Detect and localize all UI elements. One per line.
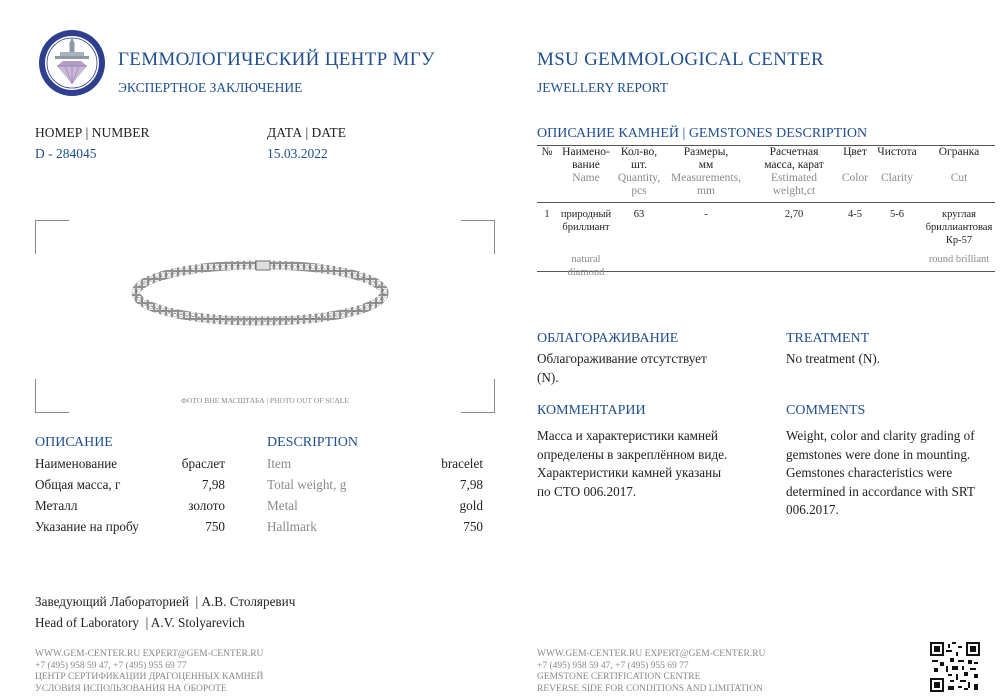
desc-value-ru: браслет [181,456,225,471]
comments-title-en: COMMENTS [786,403,866,418]
treatment-text-en: No treatment (N). [786,351,881,366]
description-title-en: DESCRIPTION [267,435,359,450]
desc-label-en: Metal [267,498,298,513]
desc-label-ru: Общая масса, г [35,477,121,492]
col-header: Цвет [843,146,867,158]
gem-cell: 63 [633,209,645,220]
gem-cell: 1 [544,209,550,220]
footer-left: WWW.GEM-CENTER.RU EXPERT@GEM-CENTER.RU +7 (495) 958 59 47, +7 (495) 955 69 77 ЦЕНТР СЕРТИФИКАЦИИ ДРАГОЦЕННЫХ КАМНЕЙ УСЛОВИЯ ИСПОЛЬЗОВАНИЯ НА ОБОРОТЕ [35,649,264,694]
desc-label-en: Total weight, g [267,477,347,492]
signature-ru: Заведующий Лабораторией | А.В. Столяревич [35,594,296,609]
gemstones-title: ОПИСАНИЕ КАМНЕЙ | GEMSTONES DESCRIPTION [537,126,868,141]
gem-row-en [537,247,995,279]
gem-header-en [537,172,995,198]
description-title-ru: ОПИСАНИЕ [35,435,113,450]
gemstones-table [537,146,995,279]
desc-value-ru: 750 [205,519,225,534]
comments-text-ru: Масса и характеристики камней определены в закреплённом виде. Характеристики камней указаны по СТО 006.2017. [537,428,728,499]
msu-logo-seal [37,28,107,98]
signature-en: Head of Laboratory | A.V. Stolyarevich [35,615,245,630]
comments-title-ru: КОММЕНТАРИИ [537,403,646,418]
gem-cell: круглая бриллиантовая Кр-57 [925,209,993,246]
col-header-en: Estimated weight,ct [771,172,817,197]
col-header: Кол-во, шт. [620,146,658,171]
gem-cut-en: round brilliant [928,254,990,265]
date-label: ДАТА | DATE [267,125,347,140]
gem-cell: 2,70 [784,209,804,220]
gem-name-en: natural diamond [567,254,605,278]
gem-cell: 5-6 [890,209,904,220]
desc-label-ru: Указание на пробу [35,519,139,534]
col-header-en: Clarity [881,172,913,184]
desc-label-ru: Металл [35,498,78,513]
col-header: Наимено- вание [562,146,610,171]
col-header: № [541,146,553,158]
gem-row [537,198,995,247]
col-header: Чистота [877,146,917,158]
report-number: D - 284045 [35,146,97,161]
desc-value-ru: золото [188,498,225,513]
gem-header-ru [537,146,995,172]
bracelet-photo [130,255,390,330]
subtitle-en: JEWELLERY REPORT [537,80,669,95]
gem-cell: природный бриллиант [560,209,612,233]
subtitle-ru: ЭКСПЕРТНОЕ ЗАКЛЮЧЕНИЕ [118,80,303,95]
number-label: НОМЕР | NUMBER [35,125,150,140]
photo-caption: ФОТО ВНЕ МАСШТАБА | PHOTO OUT OF SCALE [181,396,349,405]
desc-label-en: Hallmark [267,519,317,534]
col-header: Размеры, мм [683,146,729,171]
col-header-en: Name [572,172,600,184]
treatment-text-ru: Облагораживание отсутствует (N). [537,351,707,385]
col-header: Огранка [938,146,980,158]
gem-cell: 4-5 [848,209,862,220]
desc-value-en: 7,98 [459,477,483,492]
gem-cell: - [704,209,708,220]
col-header-en: Quantity, pcs [617,172,661,197]
desc-label-en: Item [267,456,292,471]
col-header-en: Color [841,172,869,184]
desc-value-ru: 7,98 [201,477,225,492]
treatment-title-ru: ОБЛАГОРАЖИВАНИЕ [537,331,679,346]
col-header-en [537,172,557,198]
title-en: MSU GEMMOLOGICAL CENTER [537,49,824,70]
desc-value-en: gold [459,498,483,513]
report-date: 15.03.2022 [267,146,328,161]
qr-code [930,642,980,692]
treatment-title-en: TREATMENT [786,331,870,346]
footer-right: WWW.GEM-CENTER.RU EXPERT@GEM-CENTER.RU +7 (495) 958 59 47, +7 (495) 955 69 77 GEMSTONE CERTIFICATION CENTRE REVERSE SIDE FOR CONDITIONS AND LIMITATION [537,649,766,694]
col-header-en: Measurements, mm [671,172,741,197]
desc-value-en: bracelet [441,456,483,471]
title-ru: ГЕММОЛОГИЧЕСКИЙ ЦЕНТР МГУ [118,49,435,70]
desc-value-en: 750 [463,519,483,534]
col-header: Расчетная масса, карат [764,146,824,171]
col-header-en: Cut [950,172,968,184]
desc-label-ru: Наименование [35,456,118,471]
comments-text-en: Weight, color and clarity grading of gemstones were done in mounting. Gemstones characteristics were determined in accordance with SRT 006.2017. [786,428,975,517]
